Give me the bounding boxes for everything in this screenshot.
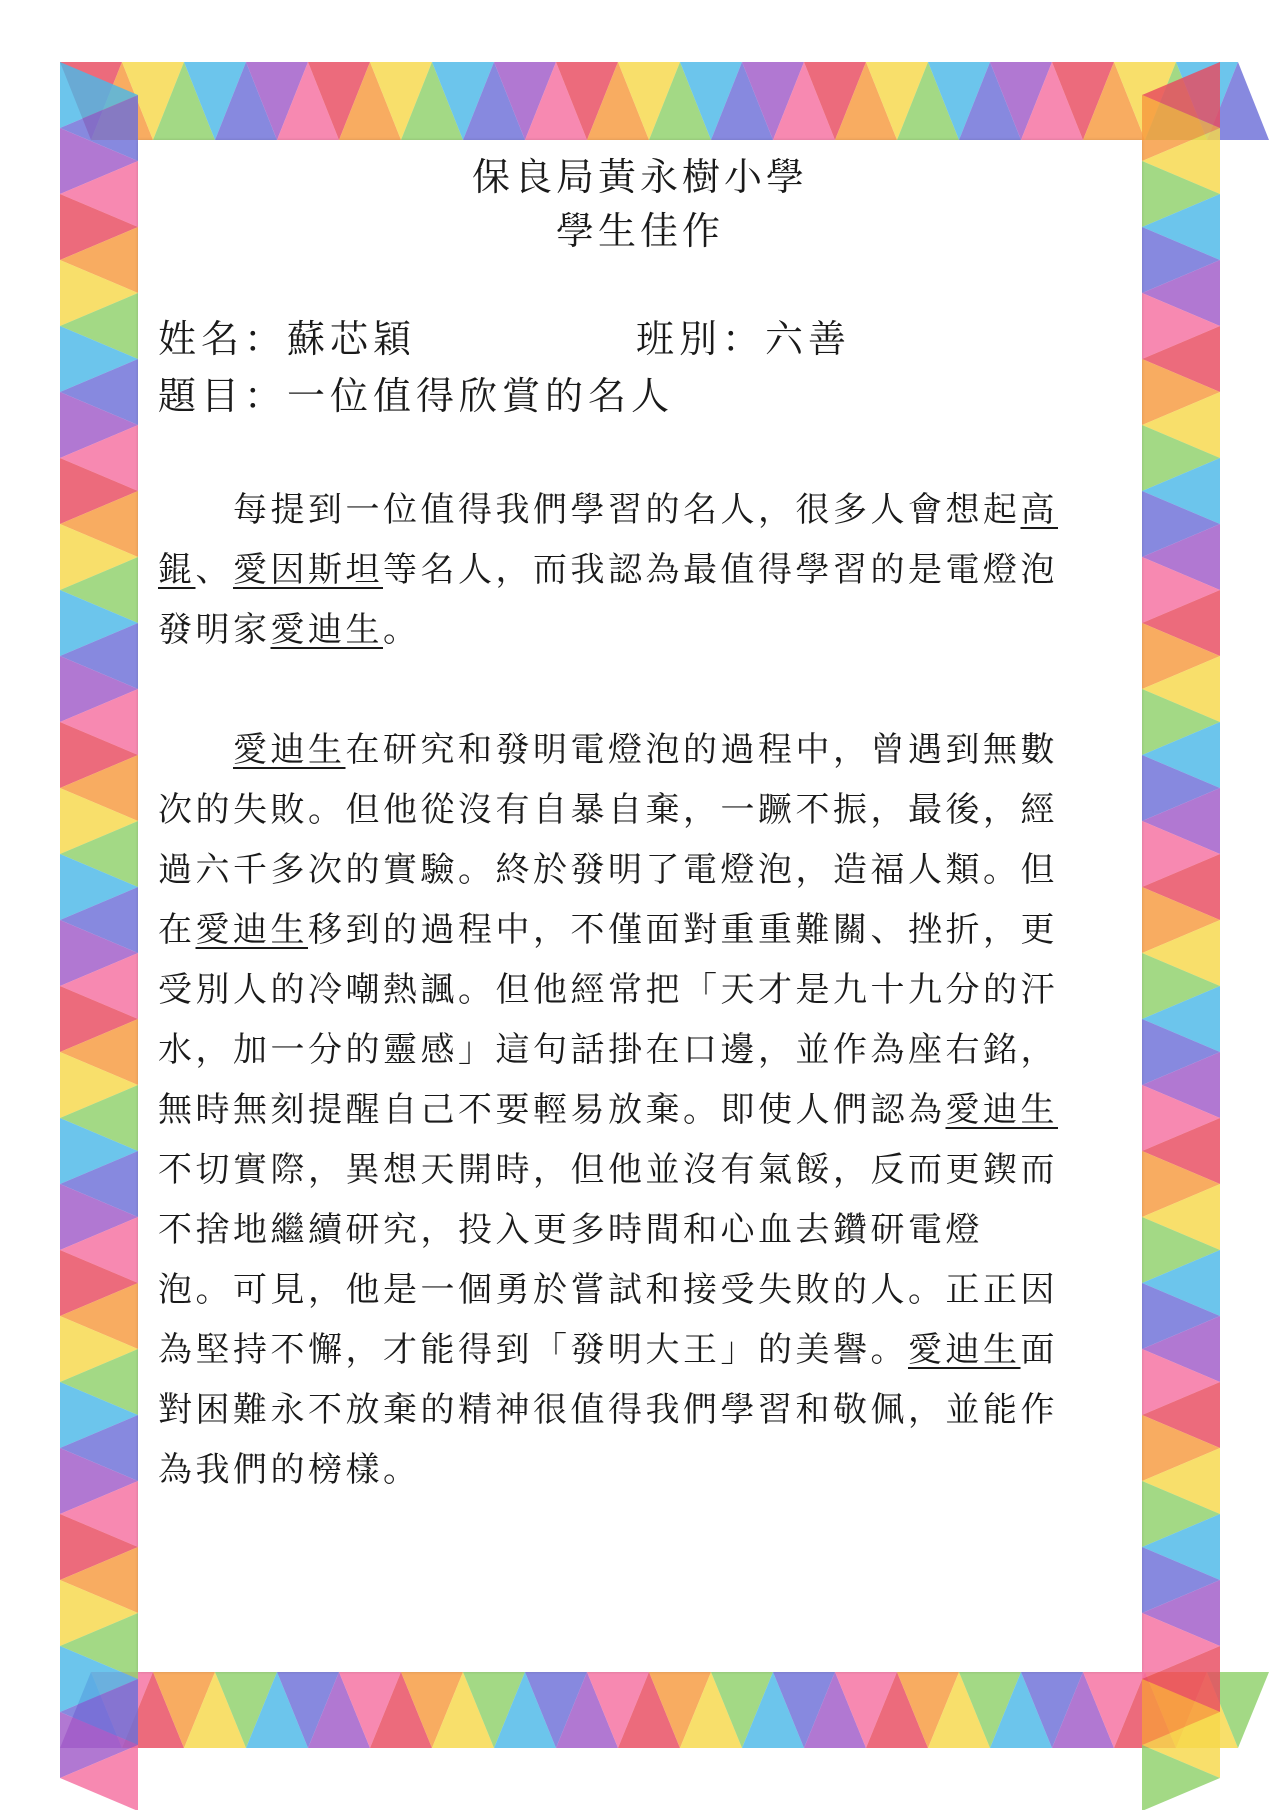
underlined-proper-name: 錕 <box>158 550 196 590</box>
essay-text: 等名人，而我認為最值得學習的是電燈泡 <box>383 550 1058 590</box>
essay-line <box>158 1020 1098 1080</box>
underlined-proper-name: 愛迪生 <box>945 1090 1058 1130</box>
underlined-proper-name: 高 <box>1020 490 1058 530</box>
document-subtitle: 學生佳作 <box>555 209 724 253</box>
essay-text: 。 <box>383 610 421 650</box>
essay-text: 對困難永不放棄的精神很值得我們學習和敬佩，並能作 <box>158 1390 1058 1430</box>
essay-line <box>158 840 1098 900</box>
essay-text: 不切實際，異想天開時，但他並沒有氣餒，反而更鍥而 <box>158 1150 1058 1190</box>
essay-paragraph-1 <box>158 480 1098 660</box>
essay-text: 發明家 <box>158 610 271 650</box>
essay-text: 移到的過程中，不僅面對重重難關、挫折，更 <box>308 910 1058 950</box>
essay-text: 不捨地繼續研究，投入更多時間和心血去鑽研電燈 <box>158 1210 983 1250</box>
essay-line <box>158 1200 1098 1260</box>
name-value: 蘇芯穎 <box>287 317 417 361</box>
underlined-proper-name: 愛迪生 <box>233 730 346 770</box>
underlined-proper-name: 愛因斯坦 <box>233 550 383 590</box>
class-label: 班別： <box>636 317 766 361</box>
essay-line <box>158 1260 1098 1320</box>
document-paper <box>138 140 1142 1672</box>
name-label: 姓名： <box>158 317 288 361</box>
essay-line <box>158 1080 1098 1140</box>
essay-paragraph-2 <box>158 720 1098 1500</box>
underlined-proper-name: 愛迪生 <box>195 910 308 950</box>
essay-line <box>158 960 1098 1020</box>
essay-line <box>158 1440 1098 1500</box>
topic-value: 一位值得欣賞的名人 <box>287 374 675 418</box>
essay-text: 面 <box>1020 1330 1058 1370</box>
essay-line <box>158 540 1098 600</box>
essay-text: 在研究和發明電燈泡的過程中，曾遇到無數 <box>345 730 1058 770</box>
essay-text: 受別人的冷嘲熱諷。但他經常把「天才是九十九分的汗 <box>158 970 1058 1010</box>
essay-text: 為我們的榜樣。 <box>158 1450 421 1490</box>
school-name: 保良局黃永樹小學 <box>471 155 808 199</box>
essay-line <box>158 480 1098 540</box>
essay-text: 無時無刻提醒自己不要輕易放棄。即使人們認為 <box>158 1090 946 1130</box>
essay-line <box>158 600 1098 660</box>
essay-text <box>158 730 233 770</box>
topic-line <box>158 365 674 420</box>
essay-line <box>158 720 1098 780</box>
student-name-line <box>158 308 416 363</box>
essay-text: 每提到一位值得我們學習的名人，很多人會想起 <box>158 490 1021 530</box>
essay-text: 在 <box>158 910 196 950</box>
essay-line <box>158 780 1098 840</box>
essay-text: 泡。可見，他是一個勇於嘗試和接受失敗的人。正正因 <box>158 1270 1058 1310</box>
essay-text: 、 <box>195 550 233 590</box>
essay-line <box>158 900 1098 960</box>
essay-text: 過六千多次的實驗。終於發明了電燈泡，造福人類。但 <box>158 850 1058 890</box>
essay-line <box>158 1320 1098 1380</box>
essay-line <box>158 1380 1098 1440</box>
essay-text: 水，加一分的靈感」這句話掛在口邊，並作為座右銘， <box>158 1030 1058 1070</box>
topic-label: 題目： <box>158 374 288 418</box>
underlined-proper-name: 愛迪生 <box>270 610 383 650</box>
essay-text: 次的失敗。但他從沒有自暴自棄，一蹶不振，最後，經 <box>158 790 1058 830</box>
class-value: 六善 <box>765 317 852 361</box>
essay-text: 為堅持不懈，才能得到「發明大王」的美譽。 <box>158 1330 908 1370</box>
underlined-proper-name: 愛迪生 <box>908 1330 1021 1370</box>
essay-line <box>158 1140 1098 1200</box>
class-line <box>636 308 851 363</box>
